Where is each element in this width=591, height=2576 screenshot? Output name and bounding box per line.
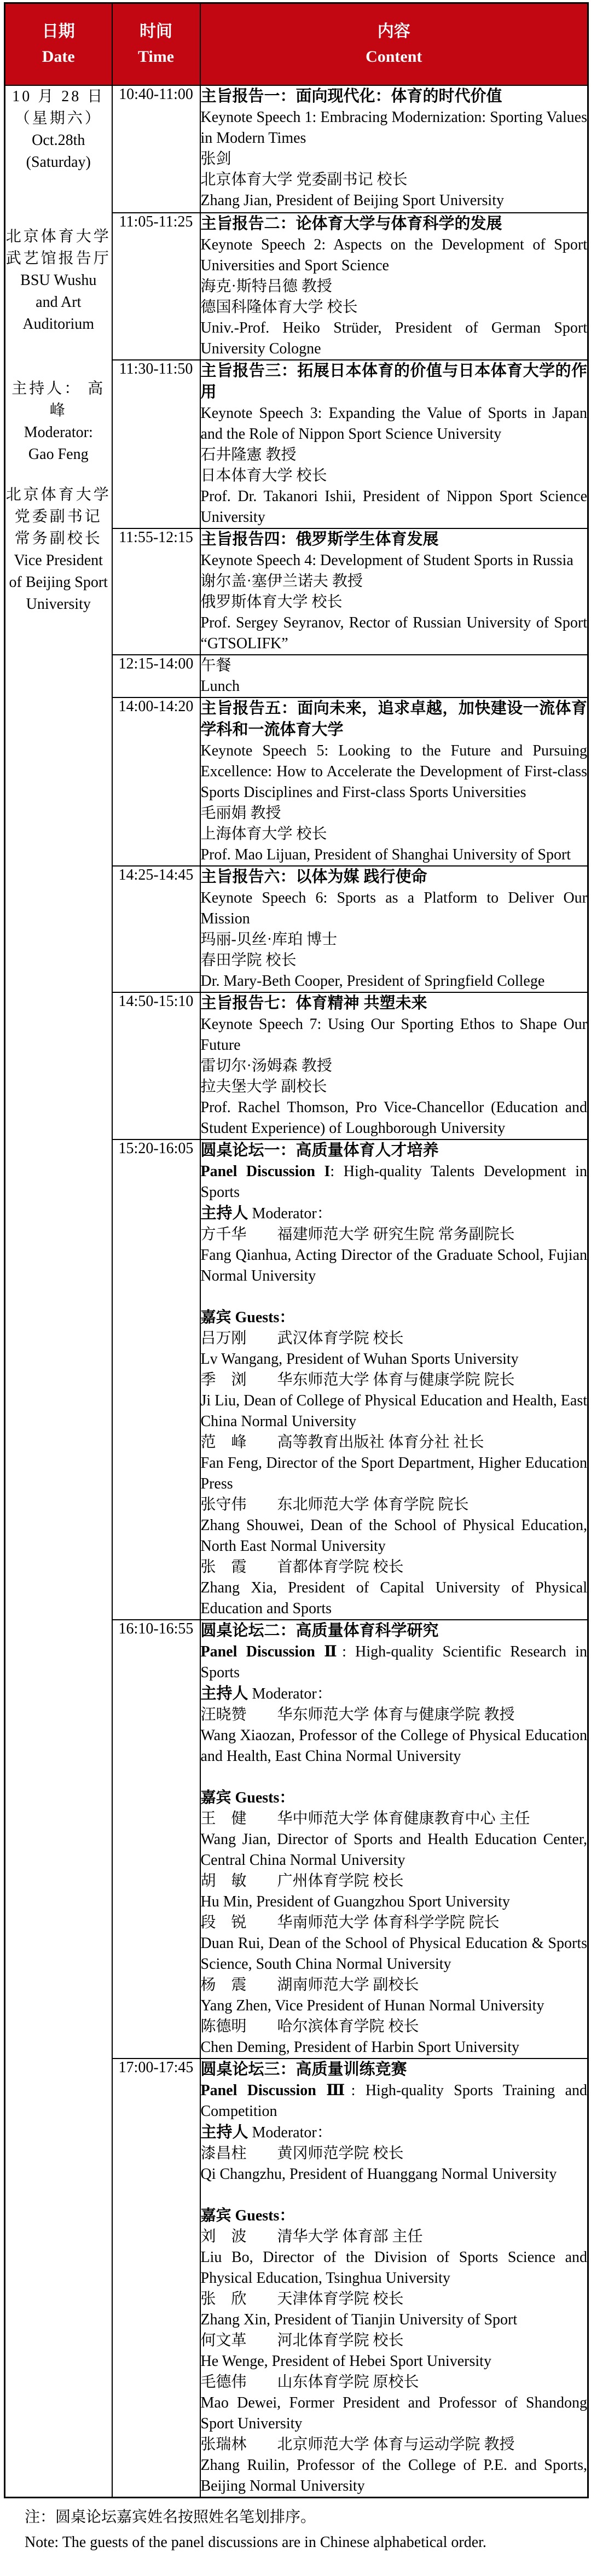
content-line-text: Chen Deming, President of Harbin Sport University	[200, 2038, 519, 2056]
content-line-bold-text: 嘉宾 Guests：	[200, 1309, 295, 1326]
content-line	[201, 2059, 588, 2080]
schedule-table	[4, 2, 589, 2498]
content-line-text: 杨 震 湖南师范大学 副校长	[200, 1976, 419, 1993]
date-group	[5, 86, 112, 173]
content-cell	[200, 655, 588, 697]
content-line	[201, 360, 588, 403]
content-line	[201, 486, 588, 528]
content-line	[201, 845, 588, 865]
content-line	[201, 2164, 588, 2185]
content-line	[201, 993, 588, 1014]
content-line	[201, 1370, 588, 1391]
time-cell: 14:50-15:10	[112, 992, 200, 1139]
content-line	[201, 2143, 588, 2164]
content-line-text: Univ.-Prof. Heiko Strüder, President of German Sport University Cologne	[200, 319, 587, 357]
date-line: （星期六）	[14, 109, 102, 127]
content-line-bold-text: Panel Discussion Ⅲ	[200, 2081, 351, 2099]
content-line	[201, 1705, 588, 1725]
content-line-text: Keynote Speech 3: Expanding the Value of Sports in Japan and the Role of Nippon Sport Science University	[200, 404, 587, 443]
content-line	[201, 2037, 588, 2058]
content-line	[201, 190, 588, 211]
content-line	[201, 86, 588, 107]
content-line-text: 俄罗斯体育大学 校长	[200, 593, 343, 610]
content-line-text: 汪晓赞 华东师范大学 体育与健康学院 教授	[200, 1706, 515, 1723]
content-line	[201, 1642, 588, 1683]
date-line: University	[26, 595, 91, 613]
content-line	[201, 655, 588, 676]
content-line	[201, 950, 588, 971]
date-line: Vice President	[14, 551, 103, 569]
content-line-text: Zhang Jian, President of Beijing Sport University	[200, 191, 504, 209]
time-cell: 11:55-12:15	[112, 528, 200, 655]
content-line-text: 段 锐 华南师范大学 体育科学学院 院长	[200, 1914, 500, 1931]
content-line	[201, 613, 588, 654]
date-line: Oct.28th	[32, 131, 85, 149]
content-line	[201, 824, 588, 845]
content-line-bold-text: 主旨报告六：以体为媒 践行使命	[200, 868, 427, 886]
content-line-text: 张守伟 东北师范大学 体育学院 院长	[200, 1496, 469, 1513]
content-line	[201, 235, 588, 276]
footnote-zh: 注：圆桌论坛嘉宾姓名按照姓名笔划排序。	[25, 2508, 316, 2526]
content-line-text: Keynote Speech 1: Embracing Modernization: Sporting Values in Modern Times	[200, 108, 587, 147]
content-line-text: Fang Qianhua, Acting Director of the Graduate School, Fujian Normal University	[200, 1246, 587, 1284]
content-line-bold-text: 主持人	[200, 1204, 248, 1222]
content-line	[201, 971, 588, 992]
content-line	[201, 888, 588, 929]
content-line-bold-text: Panel Discussion Ⅱ	[200, 1643, 343, 1660]
content-line	[201, 550, 588, 571]
time-cell: 17:00-17:45	[112, 2059, 200, 2498]
content-line-text: 刘 波 清华大学 体育部 主任	[200, 2228, 423, 2245]
content-cell	[200, 85, 588, 213]
content-line-bold-text: Panel Discussion I	[200, 1162, 331, 1180]
date-line: 常务副校长	[14, 530, 102, 547]
table-header-row	[5, 3, 588, 85]
content-cell	[200, 2059, 588, 2498]
content-line-text: 日本体育大学 校长	[200, 467, 327, 484]
content-line-bold-text: 主旨报告七：体育精神 共塑未来	[200, 994, 427, 1012]
content-line-text: 张瑞林 北京师范大学 体育与运动学院 教授	[200, 2435, 515, 2453]
date-line: 北京体育大学	[5, 228, 111, 245]
content-line-bold-text: 圆桌论坛二：高质量体育科学研究	[200, 1621, 439, 1639]
content-line	[201, 741, 588, 803]
content-line-text: 张 霞 首都体育学院 校长	[200, 1558, 404, 1575]
content-line	[201, 929, 588, 950]
content-line	[201, 1495, 588, 1515]
content-line	[201, 1725, 588, 1767]
content-line	[201, 276, 588, 297]
blank-line	[201, 1287, 588, 1307]
content-line-text: Prof. Sergey Seyranov, Rector of Russian University of Sport “GTSOLIFK”	[200, 614, 587, 652]
content-cell	[200, 213, 588, 360]
content-line-text: 谢尔盖·塞伊兰诺夫 教授	[200, 572, 363, 590]
content-line-text: 方千华 福建师范大学 研究生院 常务副院长	[200, 1225, 515, 1243]
content-line-text: Prof. Dr. Takanori Ishii, President of Nippon Sport Science University	[200, 487, 587, 526]
content-line	[201, 2080, 588, 2122]
content-line	[201, 445, 588, 466]
content-line-bold-text: 圆桌论坛一：高质量体育人才培养	[200, 1141, 439, 1159]
content-cell	[200, 992, 588, 1139]
time-cell: 14:00-14:20	[112, 697, 200, 866]
content-cell	[200, 1620, 588, 2059]
content-cell	[200, 1139, 588, 1620]
content-line	[201, 466, 588, 486]
date-line: 10 月 28 日	[12, 88, 105, 105]
content-line-text: 海克·斯特吕德 教授	[200, 277, 332, 295]
content-line-text: 石井隆憲 教授	[200, 446, 297, 463]
content-line-text: Fan Feng, Director of the Sport Department, Higher Education Press	[200, 1454, 587, 1492]
content-line	[201, 2289, 588, 2310]
date-line: 北京体育大学	[5, 486, 111, 503]
content-line	[201, 1620, 588, 1642]
content-line-text: Moderator：	[248, 2124, 332, 2141]
content-line-text: Keynote Speech 2: Aspects on the Development of Sport Universities and Sport Science	[200, 236, 587, 274]
content-line-text: Lunch	[200, 677, 240, 695]
schedule-row	[5, 85, 588, 213]
blank-line	[201, 1767, 588, 1788]
date-line: 党委副书记	[14, 508, 102, 525]
content-line-text: Ji Liu, Dean of College of Physical Education and Health, East China Normal University	[200, 1392, 587, 1430]
content-line	[201, 2122, 588, 2143]
content-line-text: 张剑	[200, 150, 231, 167]
content-line	[201, 698, 588, 741]
content-line-text: Keynote Speech 4: Development of Student Sports in Russia	[200, 551, 573, 569]
content-line	[201, 1683, 588, 1705]
date-line: Auditorium	[22, 315, 95, 333]
content-line	[201, 1245, 588, 1287]
content-line-text: Keynote Speech 5: Looking to the Future and Pursuing Excellence: How to Accelerate the Development of First-class Sports Disciplines and First-class Sports Universities	[200, 742, 587, 801]
date-group	[5, 378, 112, 466]
content-line	[201, 1097, 588, 1139]
content-line	[201, 592, 588, 613]
content-line	[201, 297, 588, 318]
content-cell	[200, 697, 588, 866]
content-line	[201, 2393, 588, 2434]
date-line: and Art	[36, 293, 82, 311]
content-cell	[200, 528, 588, 655]
header-time-zh: 时间	[140, 22, 172, 40]
content-line-text: Prof. Mao Lijuan, President of Shanghai University of Sport	[200, 846, 571, 863]
content-line-text: 张 欣 天津体育学院 校长	[200, 2290, 404, 2307]
content-line	[201, 2372, 588, 2393]
content-line	[201, 149, 588, 170]
content-cell	[200, 866, 588, 992]
content-line-text: Duan Rui, Dean of the School of Physical Education & Sports Science, South China Normal University	[200, 1934, 587, 1973]
time-cell: 15:20-16:05	[112, 1139, 200, 1620]
time-cell: 14:25-14:45	[112, 866, 200, 992]
content-line-text: 王 健 华中师范大学 体育健康教育中心 主任	[200, 1810, 530, 1827]
footnote-en: Note: The guests of the panel discussions are in Chinese alphabetical order.	[25, 2533, 486, 2551]
content-line-text: Wang Xiaozan, Professor of the College of Physical Education and Health, East China Normal University	[200, 1726, 587, 1765]
time-cell: 11:30-11:50	[112, 360, 200, 528]
content-line	[201, 571, 588, 592]
content-line	[201, 529, 588, 550]
content-line	[201, 1996, 588, 2016]
content-line-text: Yang Zhen, Vice President of Hunan Normal University	[200, 1997, 544, 2014]
content-line-bold-text: 嘉宾 Guests：	[200, 1789, 295, 1806]
content-line-text: 德国科隆体育大学 校长	[200, 298, 358, 316]
time-cell: 11:05-11:25	[112, 213, 200, 360]
time-cell: 10:40-11:00	[112, 85, 200, 213]
content-line-text: Qi Changzhu, President of Huanggang Normal University	[200, 2165, 557, 2183]
date-line: 武艺馆报告厅	[5, 249, 111, 267]
content-line-text: He Wenge, President of Hebei Sport University	[200, 2352, 491, 2370]
content-line-text: Keynote Speech 6: Sports as a Platform to Deliver Our Mission	[200, 889, 587, 927]
header-date-zh: 日期	[42, 22, 75, 40]
content-line-bold-text: 主旨报告三：拓展日本体育的价值与日本体育大学的作用	[200, 362, 587, 401]
content-line	[201, 1014, 588, 1056]
content-line-text: 毛丽娟 教授	[200, 804, 281, 822]
content-line	[201, 803, 588, 824]
content-line	[201, 1788, 588, 1809]
header-content-cell	[200, 3, 588, 85]
content-line-text: Zhang Ruilin, Professor of the College of P.E. and Sports, Beijing Normal University	[200, 2456, 587, 2494]
content-line	[201, 318, 588, 359]
header-content-en: Content	[366, 47, 422, 66]
content-line-text: Wang Jian, Director of Sports and Health Education Center, Central China Normal University	[200, 1830, 587, 1869]
content-line-text: 漆昌柱 黄冈师范学院 校长	[200, 2144, 404, 2162]
content-line-text: 春田学院 校长	[200, 951, 297, 969]
date-line: of Beijing Sport	[9, 573, 108, 591]
content-line-text: 雷切尔·汤姆森 教授	[200, 1057, 332, 1074]
content-line	[201, 403, 588, 445]
content-line	[201, 2434, 588, 2455]
header-date-en: Date	[42, 47, 75, 66]
header-content-zh: 内容	[377, 22, 410, 40]
content-line-text: Zhang Xia, President of Capital University of Physical Education and Sports	[200, 1579, 587, 1617]
content-line-bold-text: 圆桌论坛三：高质量训练竞赛	[200, 2060, 407, 2078]
content-line-text: 上海体育大学 校长	[200, 825, 327, 842]
header-date-cell	[5, 3, 112, 85]
content-line-text: Moderator：	[248, 1205, 332, 1222]
content-line-text: Moderator：	[248, 1685, 332, 1702]
content-line	[201, 1307, 588, 1328]
content-line	[201, 867, 588, 888]
content-line-bold-text: 主旨报告二：论体育大学与体育科学的发展	[200, 214, 502, 232]
content-line	[201, 1829, 588, 1871]
blank-line	[201, 2185, 588, 2206]
content-line-bold-text: 主旨报告五：面向未来，追求卓越，加快建设一流体育学科和一流体育大学	[200, 699, 587, 739]
content-line-bold-text: 主持人	[200, 1684, 248, 1702]
header-time-cell	[112, 3, 200, 85]
content-line-text: : High-quality Talents Development in Sports	[200, 1162, 587, 1201]
date-line: BSU Wushu	[20, 271, 97, 289]
content-line-text: : High-quality Sports Training and Competition	[200, 2081, 587, 2120]
content-line	[201, 1349, 588, 1370]
content-line	[201, 107, 588, 149]
content-line-text: Hu Min, President of Guangzhou Sport University	[200, 1893, 510, 1910]
content-line-bold-text: 嘉宾 Guests：	[200, 2207, 295, 2224]
content-line-text: 季 浏 华东师范大学 体育与健康学院 院长	[200, 1371, 515, 1388]
content-line	[201, 1892, 588, 1912]
content-line	[201, 2206, 588, 2226]
content-line	[201, 1056, 588, 1077]
content-line-text: 何文革 河北体育学院 校长	[200, 2331, 404, 2349]
content-line	[201, 1453, 588, 1495]
content-line-bold-text: 主持人	[200, 2123, 248, 2141]
content-line-text: Lv Wangang, President of Wuhan Sports University	[200, 1350, 519, 1368]
content-line-text: Zhang Shouwei, Dean of the School of Physical Education, North East Normal University	[200, 1516, 587, 1555]
content-line-text: 吕万刚 武汉体育学院 校长	[200, 1329, 404, 1347]
time-cell: 16:10-16:55	[112, 1620, 200, 2059]
content-line-text: : High-quality Scientific Research in Sports	[200, 1643, 587, 1681]
content-line	[201, 1432, 588, 1453]
content-line-bold-text: 主旨报告一：面向现代化：体育的时代价值	[200, 87, 502, 105]
content-line	[201, 1809, 588, 1829]
content-line-text: Zhang Xin, President of Tianjin University of Sport	[200, 2311, 518, 2328]
content-line-text: 胡 敏 广州体育学院 校长	[200, 1872, 404, 1889]
content-line	[201, 1161, 588, 1203]
content-line	[201, 1933, 588, 1975]
date-group	[5, 226, 112, 335]
content-line	[201, 1391, 588, 1432]
content-line-text: Liu Bo, Director of the Division of Sports Science and Physical Education, Tsinghua University	[200, 2248, 587, 2287]
content-line	[201, 1328, 588, 1349]
content-line-text: 拉夫堡大学 副校长	[200, 1078, 327, 1095]
content-line-text: 范 峰 高等教育出版社 体育分社 社长	[200, 1433, 484, 1451]
content-line-bold-text: 主旨报告四：俄罗斯学生体育发展	[200, 530, 439, 548]
content-line-text: 陈德明 哈尔滨体育学院 校长	[200, 2017, 419, 2035]
date-line: 主持人： 高峰	[11, 380, 106, 419]
content-line	[201, 1203, 588, 1224]
content-line	[201, 2247, 588, 2289]
content-line-text: 玛丽-贝丝·库珀 博士	[200, 931, 338, 948]
date-line: Moderator:	[24, 423, 93, 441]
content-line-text: Dr. Mary-Beth Cooper, President of Springfield College	[200, 972, 545, 990]
date-line: Gao Feng	[28, 445, 89, 463]
content-line	[201, 170, 588, 190]
content-line-text: Keynote Speech 7: Using Our Sporting Ethos to Shape Our Future	[200, 1015, 587, 1054]
content-line-text: Mao Dewei, Former President and Professor of Shandong Sport University	[200, 2394, 587, 2432]
content-line-text: 毛德伟 山东体育学院 原校长	[200, 2373, 419, 2391]
date-group	[5, 484, 112, 615]
content-line	[201, 1515, 588, 1557]
content-line	[201, 2330, 588, 2351]
content-line	[201, 1140, 588, 1161]
content-line-text: 北京体育大学 党委副书记 校长	[200, 171, 408, 188]
content-line	[201, 1224, 588, 1245]
content-line	[201, 2310, 588, 2330]
content-line	[201, 1077, 588, 1097]
content-line	[201, 1975, 588, 1996]
content-cell	[200, 360, 588, 528]
content-line	[201, 1578, 588, 1619]
content-line	[201, 2351, 588, 2372]
content-line	[201, 1871, 588, 1892]
content-line	[201, 2226, 588, 2247]
header-time-en: Time	[137, 47, 175, 66]
content-line	[201, 1557, 588, 1578]
content-line-text: Prof. Rachel Thomson, Pro Vice-Chancellor (Education and Student Experience) of Loughborough University	[200, 1098, 587, 1137]
time-cell: 12:15-14:00	[112, 655, 200, 697]
content-line	[201, 2455, 588, 2497]
content-line	[201, 1912, 588, 1933]
content-line	[201, 213, 588, 235]
schedule-body	[5, 85, 588, 2498]
date-line: (Saturday)	[26, 153, 91, 171]
content-line	[201, 2016, 588, 2037]
content-line-text: 午餐	[200, 656, 231, 674]
date-cell	[5, 85, 112, 2498]
content-line	[201, 676, 588, 697]
